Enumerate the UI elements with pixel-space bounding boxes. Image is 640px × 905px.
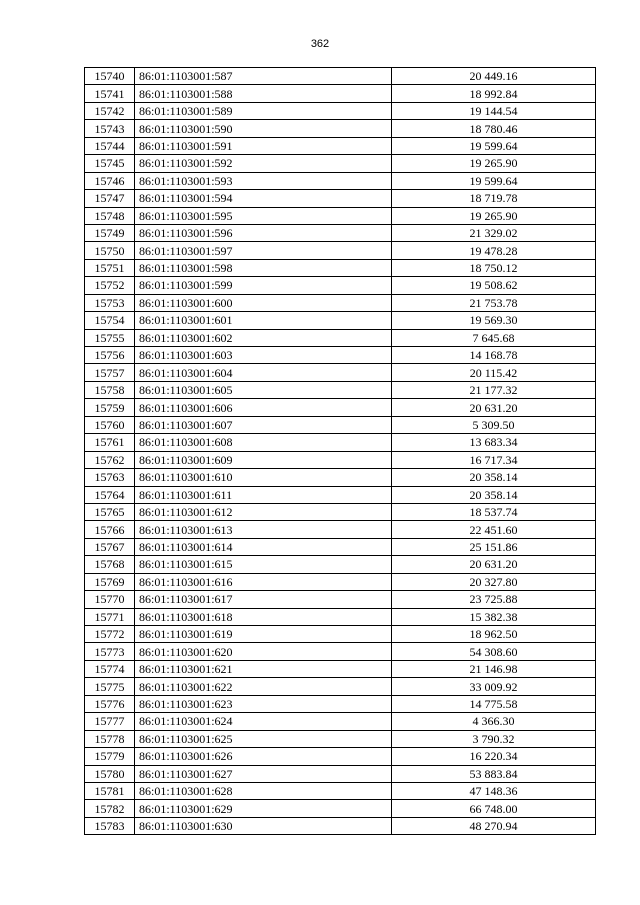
row-number-cell: 15754 (85, 312, 135, 329)
cadastral-value-cell: 7 645.68 (392, 329, 596, 346)
cadastral-value-cell: 4 366.30 (392, 713, 596, 730)
table-row (85, 713, 596, 730)
cadastral-value-cell: 19 508.62 (392, 277, 596, 294)
table-row (85, 695, 596, 712)
cadastral-number-cell: 86:01:1103001:618 (135, 608, 392, 625)
cadastral-number-cell: 86:01:1103001:589 (135, 102, 392, 119)
cadastral-value-cell: 18 992.84 (392, 85, 596, 102)
table-row (85, 242, 596, 259)
table-row (85, 312, 596, 329)
row-number-cell: 15771 (85, 608, 135, 625)
table-row (85, 224, 596, 241)
row-number-cell: 15761 (85, 434, 135, 451)
cadastral-value-cell: 19 599.64 (392, 172, 596, 189)
cadastral-value-cell: 25 151.86 (392, 538, 596, 555)
cadastral-number-cell: 86:01:1103001:603 (135, 347, 392, 364)
table-row (85, 120, 596, 137)
cadastral-value-cell: 5 309.50 (392, 416, 596, 433)
cadastral-number-cell: 86:01:1103001:598 (135, 259, 392, 276)
cadastral-number-cell: 86:01:1103001:616 (135, 573, 392, 590)
table-row (85, 329, 596, 346)
cadastral-number-cell: 86:01:1103001:615 (135, 556, 392, 573)
cadastral-value-cell: 19 144.54 (392, 102, 596, 119)
row-number-cell: 15774 (85, 660, 135, 677)
cadastral-value-cell: 20 358.14 (392, 469, 596, 486)
cadastral-number-cell: 86:01:1103001:591 (135, 137, 392, 154)
row-number-cell: 15766 (85, 521, 135, 538)
row-number-cell: 15748 (85, 207, 135, 224)
table-row (85, 817, 596, 834)
cadastral-number-cell: 86:01:1103001:605 (135, 381, 392, 398)
cadastral-value-cell: 14 168.78 (392, 347, 596, 364)
table-row (85, 556, 596, 573)
cadastral-value-cell: 18 750.12 (392, 259, 596, 276)
row-number-cell: 15749 (85, 224, 135, 241)
table-row (85, 102, 596, 119)
cadastral-value-cell: 21 753.78 (392, 294, 596, 311)
cadastral-number-cell: 86:01:1103001:592 (135, 155, 392, 172)
cadastral-value-cell: 33 009.92 (392, 678, 596, 695)
row-number-cell: 15776 (85, 695, 135, 712)
cadastral-number-cell: 86:01:1103001:629 (135, 800, 392, 817)
cadastral-value-cell: 19 478.28 (392, 242, 596, 259)
cadastral-number-cell: 86:01:1103001:600 (135, 294, 392, 311)
cadastral-value-cell: 20 358.14 (392, 486, 596, 503)
cadastral-number-cell: 86:01:1103001:597 (135, 242, 392, 259)
table-row (85, 381, 596, 398)
cadastral-value-cell: 19 265.90 (392, 207, 596, 224)
table-body (85, 68, 596, 835)
table-row (85, 660, 596, 677)
table-row (85, 765, 596, 782)
cadastral-value-cell: 16 717.34 (392, 451, 596, 468)
row-number-cell: 15765 (85, 503, 135, 520)
cadastral-number-cell: 86:01:1103001:623 (135, 695, 392, 712)
cadastral-number-cell: 86:01:1103001:604 (135, 364, 392, 381)
row-number-cell: 15763 (85, 469, 135, 486)
table-row (85, 85, 596, 102)
cadastral-value-cell: 47 148.36 (392, 782, 596, 799)
table-row (85, 277, 596, 294)
row-number-cell: 15757 (85, 364, 135, 381)
cadastral-number-cell: 86:01:1103001:612 (135, 503, 392, 520)
table-row (85, 364, 596, 381)
row-number-cell: 15782 (85, 800, 135, 817)
row-number-cell: 15747 (85, 190, 135, 207)
row-number-cell: 15755 (85, 329, 135, 346)
cadastral-value-table (84, 67, 596, 835)
cadastral-number-cell: 86:01:1103001:630 (135, 817, 392, 834)
page-number: 362 (310, 38, 330, 50)
row-number-cell: 15760 (85, 416, 135, 433)
table-row (85, 748, 596, 765)
row-number-cell: 15762 (85, 451, 135, 468)
cadastral-number-cell: 86:01:1103001:596 (135, 224, 392, 241)
table-row (85, 626, 596, 643)
row-number-cell: 15750 (85, 242, 135, 259)
cadastral-value-cell: 23 725.88 (392, 591, 596, 608)
table-row (85, 782, 596, 799)
row-number-cell: 15764 (85, 486, 135, 503)
table-row (85, 259, 596, 276)
cadastral-number-cell: 86:01:1103001:607 (135, 416, 392, 433)
table-row (85, 678, 596, 695)
row-number-cell: 15772 (85, 626, 135, 643)
table-row (85, 294, 596, 311)
cadastral-value-cell: 18 780.46 (392, 120, 596, 137)
table-row (85, 573, 596, 590)
row-number-cell: 15767 (85, 538, 135, 555)
row-number-cell: 15783 (85, 817, 135, 834)
cadastral-number-cell: 86:01:1103001:619 (135, 626, 392, 643)
row-number-cell: 15741 (85, 85, 135, 102)
cadastral-number-cell: 86:01:1103001:601 (135, 312, 392, 329)
cadastral-value-cell: 53 883.84 (392, 765, 596, 782)
cadastral-number-cell: 86:01:1103001:622 (135, 678, 392, 695)
table-row (85, 399, 596, 416)
cadastral-number-cell: 86:01:1103001:606 (135, 399, 392, 416)
cadastral-number-cell: 86:01:1103001:610 (135, 469, 392, 486)
cadastral-number-cell: 86:01:1103001:609 (135, 451, 392, 468)
cadastral-number-cell: 86:01:1103001:611 (135, 486, 392, 503)
cadastral-number-cell: 86:01:1103001:614 (135, 538, 392, 555)
row-number-cell: 15770 (85, 591, 135, 608)
row-number-cell: 15753 (85, 294, 135, 311)
table-row (85, 434, 596, 451)
row-number-cell: 15781 (85, 782, 135, 799)
cadastral-number-cell: 86:01:1103001:599 (135, 277, 392, 294)
cadastral-value-cell: 15 382.38 (392, 608, 596, 625)
cadastral-number-cell: 86:01:1103001:595 (135, 207, 392, 224)
cadastral-value-cell: 22 451.60 (392, 521, 596, 538)
table-row (85, 643, 596, 660)
cadastral-number-cell: 86:01:1103001:594 (135, 190, 392, 207)
row-number-cell: 15758 (85, 381, 135, 398)
cadastral-value-cell: 20 631.20 (392, 399, 596, 416)
table-row (85, 451, 596, 468)
row-number-cell: 15759 (85, 399, 135, 416)
row-number-cell: 15780 (85, 765, 135, 782)
cadastral-value-cell: 18 962.50 (392, 626, 596, 643)
cadastral-value-cell: 20 115.42 (392, 364, 596, 381)
table-row (85, 591, 596, 608)
table-row (85, 503, 596, 520)
cadastral-number-cell: 86:01:1103001:602 (135, 329, 392, 346)
table-row (85, 68, 596, 85)
cadastral-number-cell: 86:01:1103001:587 (135, 68, 392, 85)
cadastral-value-cell: 21 146.98 (392, 660, 596, 677)
row-number-cell: 15740 (85, 68, 135, 85)
row-number-cell: 15778 (85, 730, 135, 747)
table-row (85, 137, 596, 154)
table-row (85, 207, 596, 224)
cadastral-value-cell: 20 449.16 (392, 68, 596, 85)
cadastral-value-cell: 19 599.64 (392, 137, 596, 154)
cadastral-value-cell: 66 748.00 (392, 800, 596, 817)
table-row (85, 730, 596, 747)
cadastral-value-cell: 20 631.20 (392, 556, 596, 573)
cadastral-number-cell: 86:01:1103001:617 (135, 591, 392, 608)
cadastral-number-cell: 86:01:1103001:621 (135, 660, 392, 677)
cadastral-number-cell: 86:01:1103001:620 (135, 643, 392, 660)
cadastral-value-cell: 21 329.02 (392, 224, 596, 241)
cadastral-value-cell: 21 177.32 (392, 381, 596, 398)
cadastral-value-cell: 20 327.80 (392, 573, 596, 590)
table-row (85, 469, 596, 486)
cadastral-number-cell: 86:01:1103001:624 (135, 713, 392, 730)
row-number-cell: 15745 (85, 155, 135, 172)
row-number-cell: 15775 (85, 678, 135, 695)
cadastral-number-cell: 86:01:1103001:593 (135, 172, 392, 189)
cadastral-value-cell: 18 537.74 (392, 503, 596, 520)
table-row (85, 800, 596, 817)
row-number-cell: 15773 (85, 643, 135, 660)
cadastral-value-cell: 14 775.58 (392, 695, 596, 712)
table-row (85, 190, 596, 207)
row-number-cell: 15777 (85, 713, 135, 730)
cadastral-value-cell: 13 683.34 (392, 434, 596, 451)
row-number-cell: 15743 (85, 120, 135, 137)
row-number-cell: 15768 (85, 556, 135, 573)
cadastral-number-cell: 86:01:1103001:626 (135, 748, 392, 765)
cadastral-number-cell: 86:01:1103001:628 (135, 782, 392, 799)
cadastral-value-cell: 18 719.78 (392, 190, 596, 207)
cadastral-value-cell: 54 308.60 (392, 643, 596, 660)
row-number-cell: 15742 (85, 102, 135, 119)
table-row (85, 155, 596, 172)
cadastral-value-cell: 19 569.30 (392, 312, 596, 329)
row-number-cell: 15752 (85, 277, 135, 294)
table-row (85, 172, 596, 189)
row-number-cell: 15746 (85, 172, 135, 189)
row-number-cell: 15779 (85, 748, 135, 765)
cadastral-value-cell: 3 790.32 (392, 730, 596, 747)
cadastral-number-cell: 86:01:1103001:627 (135, 765, 392, 782)
cadastral-number-cell: 86:01:1103001:588 (135, 85, 392, 102)
cadastral-value-cell: 48 270.94 (392, 817, 596, 834)
row-number-cell: 15744 (85, 137, 135, 154)
table-row (85, 347, 596, 364)
cadastral-number-cell: 86:01:1103001:613 (135, 521, 392, 538)
table-row (85, 416, 596, 433)
table-row (85, 538, 596, 555)
cadastral-number-cell: 86:01:1103001:625 (135, 730, 392, 747)
row-number-cell: 15756 (85, 347, 135, 364)
row-number-cell: 15769 (85, 573, 135, 590)
cadastral-number-cell: 86:01:1103001:608 (135, 434, 392, 451)
table-row (85, 486, 596, 503)
table-row (85, 608, 596, 625)
cadastral-number-cell: 86:01:1103001:590 (135, 120, 392, 137)
row-number-cell: 15751 (85, 259, 135, 276)
table-row (85, 521, 596, 538)
cadastral-value-cell: 19 265.90 (392, 155, 596, 172)
cadastral-value-cell: 16 220.34 (392, 748, 596, 765)
